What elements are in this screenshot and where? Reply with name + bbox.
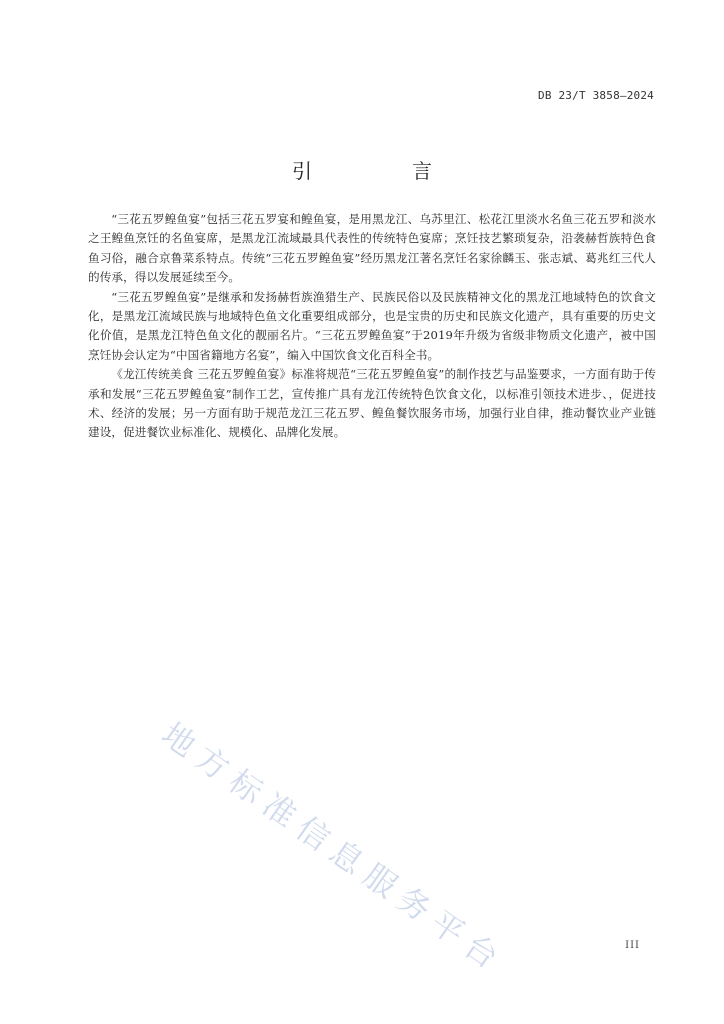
page-number: III xyxy=(625,940,640,951)
document-code: DB 23/T 3858—2024 xyxy=(538,89,654,102)
watermark: 地方标准信息服务平台 xyxy=(154,714,513,982)
introduction-body xyxy=(88,210,656,443)
paragraph: “三花五罗鳇鱼宴”包括三花五罗宴和鳇鱼宴，是用黑龙江、乌苏里江、松花江里淡水名鱼三花五罗和淡水之王鳇鱼烹饪的名鱼宴席，是黑龙江流域最具代表性的传统特色宴席；烹饪技艺繁琐复杂，沿袭赫哲族特色食鱼习俗，融合京鲁菜系特点。传统“三花五罗鳇鱼宴”经历黑龙江著名烹饪名家徐麟玉、张志斌、葛兆红三代人的传承，得以发展延续至今。 xyxy=(88,212,656,285)
paragraph: 《龙江传统美食 三花五罗鳇鱼宴》标准将规范“三花五罗鳇鱼宴”的制作技艺与品鉴要求，一方面有助于传承和发展“三花五罗鳇鱼宴”制作工艺，宣传推广具有龙江传统特色饮食文化，以标准引领技术进步、，促进技术、经济的发展；另一方面有助于规范龙江三花五罗、鳇鱼餐饮服务市场，加强行业自律，推动餐饮业产业链建设，促进餐饮业标准化、规模化、品牌化发展。 xyxy=(88,367,656,440)
page-title: 引 言 xyxy=(292,159,472,183)
paragraph: “三花五罗鳇鱼宴”是继承和发扬赫哲族渔猎生产、民族民俗以及民族精神文化的黑龙江地域特色的饮食文化，是黑龙江流域民族与地域特色鱼文化重要组成部分，也是宝贵的历史和民族文化遗产，具有重要的历史文化价值，是黑龙江特色鱼文化的靓丽名片。“三花五罗鳇鱼宴”于2019年升级为省级非物质文化遗产，被中国烹饪协会认定为“中国省籍地方名宴”，编入中国饮食文化百科全书。 xyxy=(88,289,656,362)
